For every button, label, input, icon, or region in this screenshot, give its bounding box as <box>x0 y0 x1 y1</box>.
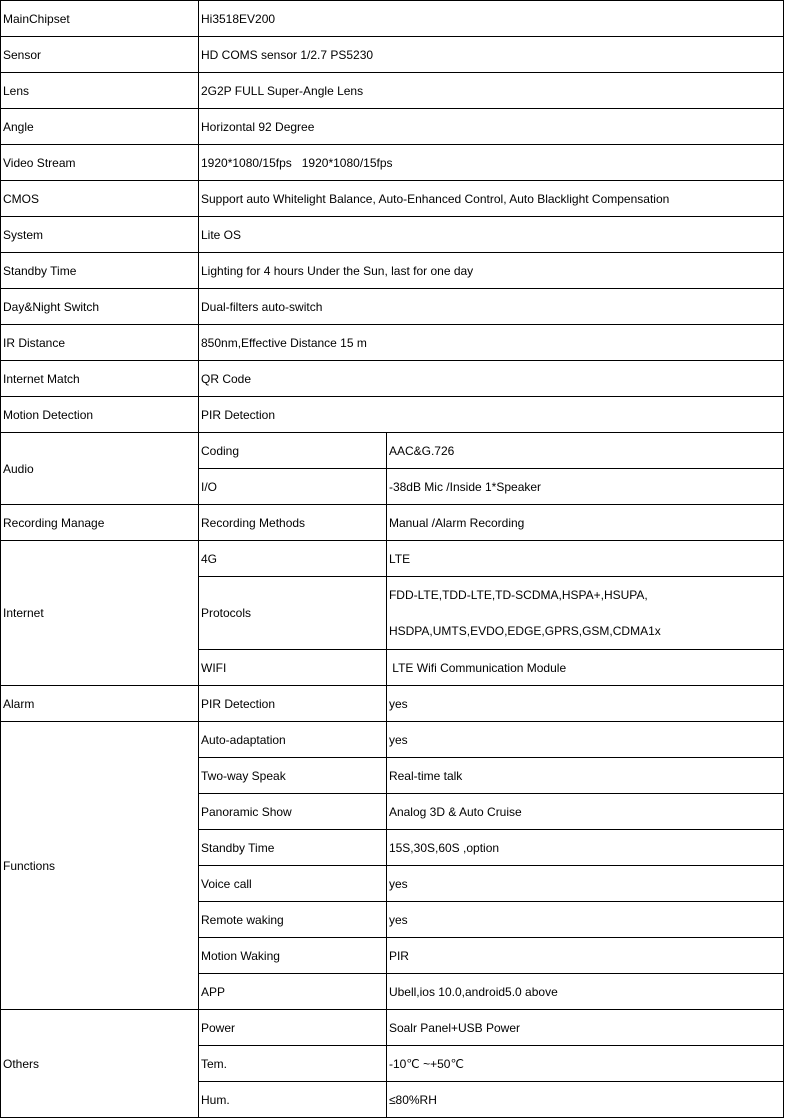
table-row <box>1 1010 784 1046</box>
sub-value: PIR <box>386 938 783 974</box>
spec-label: Motion Detection <box>1 397 199 433</box>
sub-label: Two-way Speak <box>199 758 387 794</box>
sub-label: PIR Detection <box>199 686 387 722</box>
sub-label: Auto-adaptation <box>199 722 387 758</box>
sub-label: APP <box>199 974 387 1010</box>
sub-label: Panoramic Show <box>199 794 387 830</box>
group-label-recording-manage: Recording Manage <box>1 505 199 541</box>
sub-value: ≤80%RH <box>386 1082 783 1118</box>
spec-label: IR Distance <box>1 325 199 361</box>
spec-value: Lighting for 4 hours Under the Sun, last for one day <box>199 253 784 289</box>
sub-value: -38dB Mic /Inside 1*Speaker <box>386 469 783 505</box>
spec-label: Video Stream <box>1 145 199 181</box>
sub-label: I/O <box>199 469 387 505</box>
sub-value: -10℃ ~+50℃ <box>386 1046 783 1082</box>
group-label-internet: Internet <box>1 541 199 686</box>
table-row <box>1 505 784 541</box>
sub-label: Voice call <box>199 866 387 902</box>
spec-label: Internet Match <box>1 361 199 397</box>
group-label-alarm: Alarm <box>1 686 199 722</box>
sub-value: LTE Wifi Communication Module <box>386 650 783 686</box>
spec-value: Dual-filters auto-switch <box>199 289 784 325</box>
sub-label: Remote waking <box>199 902 387 938</box>
sub-label: Motion Waking <box>199 938 387 974</box>
spec-value: HD COMS sensor 1/2.7 PS5230 <box>199 37 784 73</box>
sub-label: Tem. <box>199 1046 387 1082</box>
spec-label: Lens <box>1 73 199 109</box>
sub-value: yes <box>386 866 783 902</box>
group-label-others: Others <box>1 1010 199 1118</box>
spec-value: Hi3518EV200 <box>199 1 784 37</box>
table-row <box>1 722 784 758</box>
table-row <box>1 397 784 433</box>
table-row <box>1 253 784 289</box>
table-row <box>1 109 784 145</box>
spec-label: MainChipset <box>1 1 199 37</box>
spec-value: 850nm,Effective Distance 15 m <box>199 325 784 361</box>
sub-value: 15S,30S,60S ,option <box>386 830 783 866</box>
spec-value: Lite OS <box>199 217 784 253</box>
table-row <box>1 541 784 577</box>
sub-label: Standby Time <box>199 830 387 866</box>
table-row <box>1 181 784 217</box>
spec-label: Angle <box>1 109 199 145</box>
spec-label: Day&Night Switch <box>1 289 199 325</box>
spec-label: Sensor <box>1 37 199 73</box>
table-row <box>1 686 784 722</box>
sub-label: Coding <box>199 433 387 469</box>
spec-label: System <box>1 217 199 253</box>
table-row <box>1 37 784 73</box>
sub-value: Analog 3D & Auto Cruise <box>386 794 783 830</box>
group-label-audio: Audio <box>1 433 199 505</box>
spec-value: 2G2P FULL Super-Angle Lens <box>199 73 784 109</box>
spec-value: 1920*1080/15fps 1920*1080/15fps <box>199 145 784 181</box>
sub-label: Hum. <box>199 1082 387 1118</box>
sub-value: Ubell,ios 10.0,android5.0 above <box>386 974 783 1010</box>
spec-label: CMOS <box>1 181 199 217</box>
sub-value: yes <box>386 722 783 758</box>
sub-value: yes <box>386 902 783 938</box>
table-row <box>1 325 784 361</box>
sub-label: 4G <box>199 541 387 577</box>
spec-value: PIR Detection <box>199 397 784 433</box>
table-row <box>1 361 784 397</box>
spec-value: QR Code <box>199 361 784 397</box>
spec-label: Standby Time <box>1 253 199 289</box>
table-row <box>1 217 784 253</box>
sub-value: FDD-LTE,TDD-LTE,TD-SCDMA,HSPA+,HSUPA, HSDPA,UMTS,EVDO,EDGE,GPRS,GSM,CDMA1x <box>386 577 783 650</box>
sub-label: Protocols <box>199 577 387 650</box>
spec-value: Support auto Whitelight Balance, Auto-Enhanced Control, Auto Blacklight Compensation <box>199 181 784 217</box>
sub-value: yes <box>386 686 783 722</box>
table-row <box>1 289 784 325</box>
sub-value: AAC&G.726 <box>386 433 783 469</box>
table-row <box>1 145 784 181</box>
sub-value: Real-time talk <box>386 758 783 794</box>
sub-label: WIFI <box>199 650 387 686</box>
table-row <box>1 433 784 469</box>
sub-value: Manual /Alarm Recording <box>386 505 783 541</box>
table-row <box>1 73 784 109</box>
spec-value: Horizontal 92 Degree <box>199 109 784 145</box>
sub-value: LTE <box>386 541 783 577</box>
table-row <box>1 1 784 37</box>
sub-label: Power <box>199 1010 387 1046</box>
sub-value: Soalr Panel+USB Power <box>386 1010 783 1046</box>
group-label-functions: Functions <box>1 722 199 1010</box>
sub-label: Recording Methods <box>199 505 387 541</box>
